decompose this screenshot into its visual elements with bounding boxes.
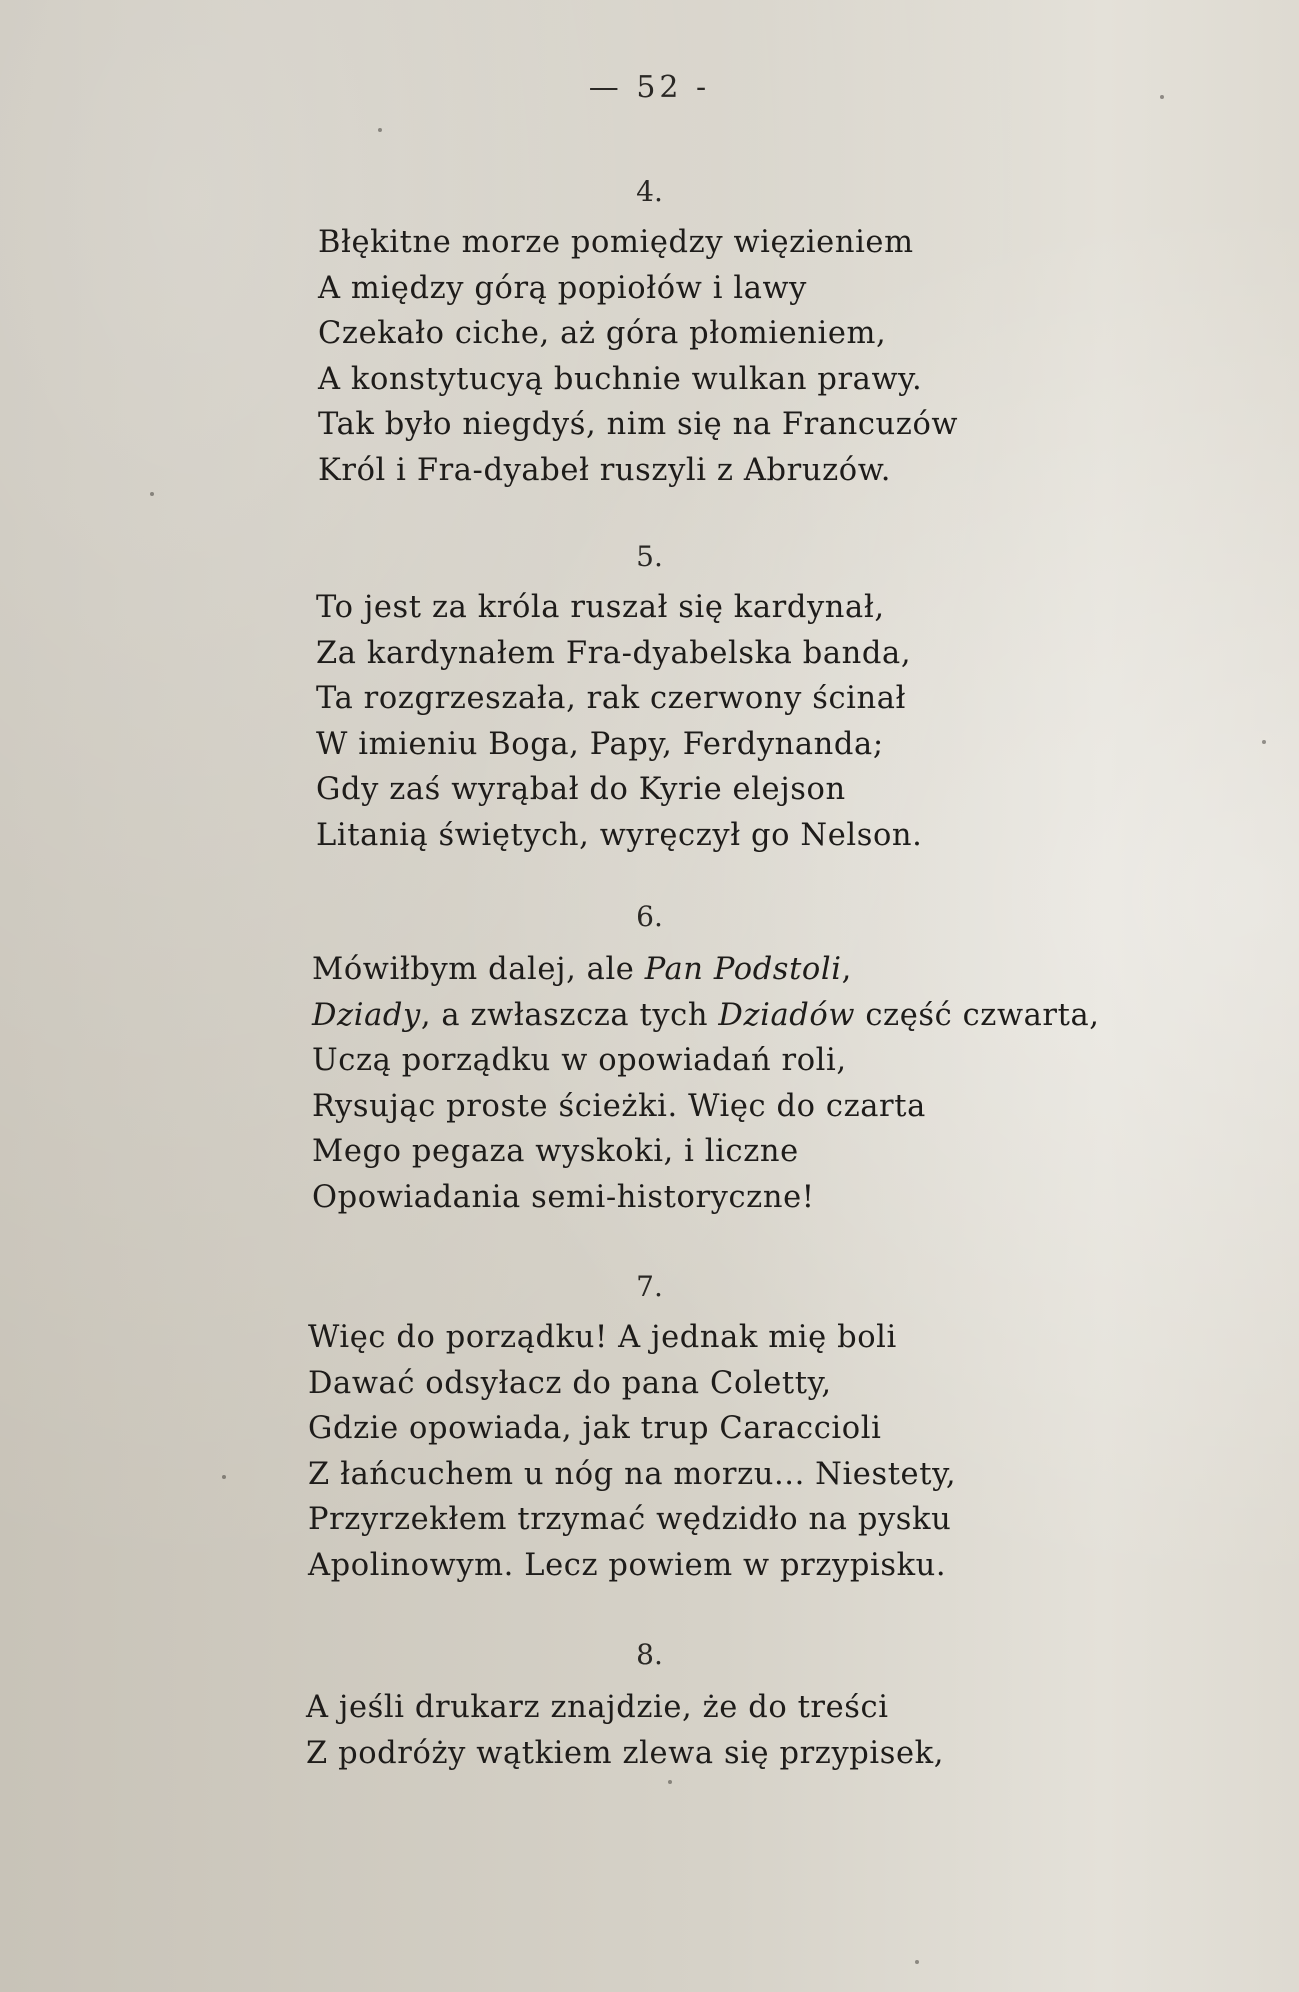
title-pan-podstoli: Pan Podstoli <box>644 952 842 987</box>
stanza-number: 6. <box>636 900 663 933</box>
verse-line: Przyrzekłem trzymać wędzidło na pysku <box>308 1502 952 1537</box>
title-dziady: Dziady <box>312 997 421 1033</box>
paper-speck <box>378 128 382 132</box>
verse-line: A konstytucyą buchnie wulkan prawy. <box>318 361 923 397</box>
stanza-number: 7. <box>636 1270 663 1303</box>
verse-line: Dziady, a zwłaszcza tych Dziadów część czwarta, <box>312 997 1100 1033</box>
stanza-lines <box>316 585 922 858</box>
verse-line: Apolinowym. Lecz powiem w przypisku. <box>308 1547 947 1583</box>
paper-speck <box>150 492 154 496</box>
stanza-lines <box>318 220 958 493</box>
verse-line: Błękitne morze pomiędzy więzieniem <box>318 225 914 260</box>
verse-line: Mówiłbym dalej, ale Pan Podstoli, <box>312 952 852 987</box>
stanza-lines <box>312 947 1100 1220</box>
verse-line: A jeśli drukarz znajdzie, że do treści <box>306 1690 889 1725</box>
paper-speck <box>222 1475 226 1479</box>
paper-speck <box>1262 740 1266 744</box>
verse-line: Litanią świętych, wyręczył go Nelson. <box>316 817 923 853</box>
verse-line: Gdy zaś wyrąbał do Kyrie elejson <box>316 772 846 807</box>
paper-speck <box>915 1960 919 1964</box>
verse-line: Rysując proste ścieżki. Więc do czarta <box>312 1088 926 1124</box>
verse-line: Uczą porządku w opowiadań roli, <box>312 1043 847 1078</box>
stanza-number: 4. <box>636 175 663 208</box>
paper-speck <box>1160 95 1164 99</box>
verse-line: Opowiadania semi-historyczne! <box>312 1179 815 1215</box>
verse-line: Dawać odsyłacz do pana Coletty, <box>308 1365 832 1401</box>
verse-line: Gdzie opowiada, jak trup Caraccioli <box>308 1411 882 1446</box>
verse-line: To jest za króla ruszał się kardynał, <box>316 590 885 625</box>
verse-line: A między górą popiołów i lawy <box>318 270 808 306</box>
title-dziadow: Dziadów <box>718 997 856 1033</box>
verse-line: Mego pegaza wyskoki, i liczne <box>312 1134 799 1169</box>
verse-line: Z łańcuchem u nóg na morzu... Niestety, <box>308 1456 957 1492</box>
verse-line: Z podróży wątkiem zlewa się przypisek, <box>306 1735 945 1771</box>
stanza-lines <box>308 1315 956 1588</box>
paper-speck <box>668 1780 672 1784</box>
verse-line: W imieniu Boga, Papy, Ferdynanda; <box>316 726 884 762</box>
verse-line: Król i Fra-dyabeł ruszyli z Abruzów. <box>318 452 892 488</box>
page-number: — 52 - <box>588 70 711 105</box>
verse-line: Ta rozgrzeszała, rak czerwony ścinał <box>316 681 907 716</box>
stanza-number: 5. <box>636 540 663 573</box>
stanza-lines <box>306 1685 944 1776</box>
verse-line: Czekało ciche, aż góra płomieniem, <box>318 316 887 351</box>
stanza-number: 8. <box>636 1638 663 1671</box>
verse-line: Więc do porządku! A jednak mię boli <box>308 1320 897 1355</box>
verse-line: Tak było niegdyś, nim się na Francuzów <box>318 407 959 442</box>
verse-line: Za kardynałem Fra-dyabelska banda, <box>316 635 912 671</box>
